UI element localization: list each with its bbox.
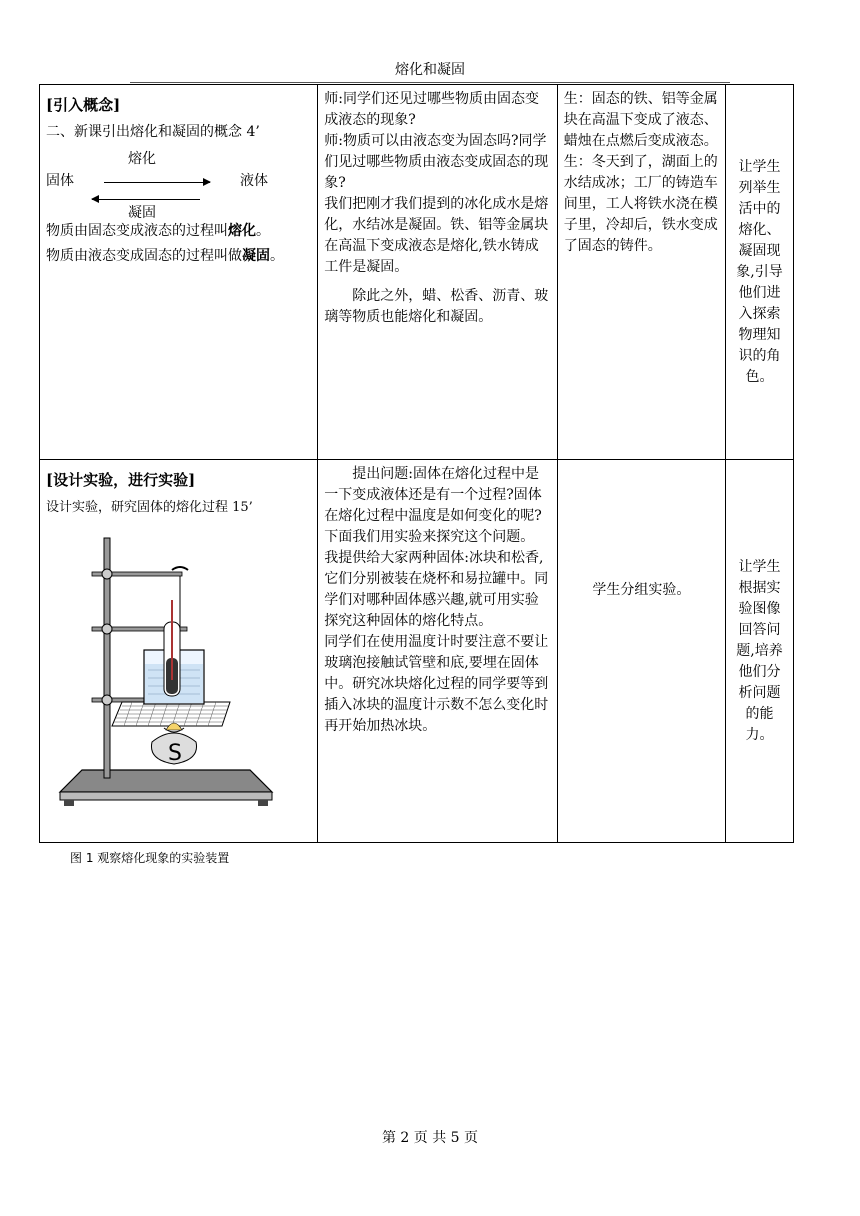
definition-melting bbox=[46, 221, 311, 242]
term-melting: 熔化 bbox=[228, 223, 256, 239]
arrow-right-icon bbox=[104, 182, 210, 183]
row2-col3-cell bbox=[557, 460, 725, 843]
lesson-plan-table bbox=[39, 84, 794, 843]
student-answer-2: 生：冬天到了，湖面上的水结成冰；工厂的铸造车间里，工人将铁水浇在模子里，冷却后，铁水变成了固态的铸件。 bbox=[563, 154, 718, 254]
diagram-melting-label: 熔化 bbox=[128, 151, 156, 167]
row1-col1-cell bbox=[40, 85, 318, 460]
header-rule bbox=[130, 82, 730, 83]
student-answer-1: 生：固态的铁、铝等金属块在高温下变成了液态、蜡烛在点燃后变成液态。 bbox=[563, 91, 718, 149]
page-header-title: 熔化和凝固 bbox=[395, 62, 465, 78]
row2-col4-cell bbox=[726, 460, 794, 843]
design-intent-2: 让学生根据实验图像回答问题,培养他们分析问题的能力。 bbox=[736, 558, 783, 743]
definition-end: 。 bbox=[270, 248, 284, 264]
melting-solidification-diagram bbox=[46, 149, 311, 219]
diagram-solidification-label: 凝固 bbox=[128, 205, 156, 221]
page-number-footer: 第 2 页 共 5 页 bbox=[381, 1130, 479, 1146]
svg-text:S: S bbox=[168, 741, 182, 766]
teacher-summary: 除此之外，蜡、松香、沥青、玻璃等物质也能熔化和凝固。 bbox=[324, 288, 549, 325]
definition-end: 。 bbox=[256, 223, 270, 239]
term-solidification: 凝固 bbox=[242, 248, 270, 264]
table-row bbox=[40, 85, 794, 460]
row2-col2-cell bbox=[318, 460, 557, 843]
definition-text: 物质由液态变成固态的过程叫做 bbox=[46, 248, 242, 264]
section-title-experiment: [设计实验，进行实验] bbox=[46, 471, 196, 489]
section-subtitle: 二、新课引出熔化和凝固的概念 4’ bbox=[46, 124, 260, 140]
design-intent-1: 让学生列举生活中的熔化、凝固现象,引导他们进入探索物理知识的角色。 bbox=[736, 158, 783, 385]
definition-text: 物质由固态变成液态的过程叫 bbox=[46, 223, 228, 239]
teacher-question-2: 师:物质可以由液态变为固态吗?同学们见过哪些物质由液态变成固态的现象? bbox=[324, 133, 549, 191]
row1-col4-cell bbox=[726, 85, 794, 460]
section-title-concept: [引入概念] bbox=[46, 96, 121, 114]
melting-apparatus-illustration bbox=[52, 530, 292, 830]
table-row bbox=[40, 460, 794, 843]
materials-description: 我提供给大家两种固体:冰块和松香,它们分别被装在烧杯和易拉罐中。同学们对哪种固体感兴趣,就可用实验探究这种固体的熔化特点。 bbox=[324, 550, 549, 629]
row2-col1-cell bbox=[40, 460, 318, 843]
teacher-explanation: 我们把刚才我们提到的冰化成水是熔化，水结冰是凝固。铁、铝等金属块在高温下变成液态是熔化,铁水铸成工件是凝固。 bbox=[324, 196, 549, 275]
definition-solidification bbox=[46, 246, 311, 267]
row1-col3-cell bbox=[557, 85, 725, 460]
section-subtitle: 设计实验，研究固体的熔化过程 15’ bbox=[46, 500, 253, 515]
thermometer-instructions: 同学们在使用温度计时要注意不要让玻璃泡接触试管壁和底,要埋在固体中。研究冰块熔化过程的同学要等到插入冰块的温度计示数不怎么变化时再开始加热冰块。 bbox=[324, 634, 549, 734]
diagram-liquid-label: 液体 bbox=[240, 173, 268, 189]
arrow-left-icon bbox=[92, 199, 200, 200]
diagram-solid-label: 固体 bbox=[46, 173, 74, 189]
problem-statement: 提出问题:固体在熔化过程中是一下变成液体还是有一个过程?固体在熔化过程中温度是如何变化的呢?下面我们用实验来探究这个问题。 bbox=[324, 466, 542, 545]
teacher-question-1: 师:同学们还见过哪些物质由固态变成液态的现象? bbox=[324, 91, 540, 128]
figure-caption: 图 1 观察熔化现象的实验装置 bbox=[70, 851, 230, 865]
row1-col2-cell bbox=[318, 85, 557, 460]
student-activity: 学生分组实验。 bbox=[592, 582, 691, 598]
